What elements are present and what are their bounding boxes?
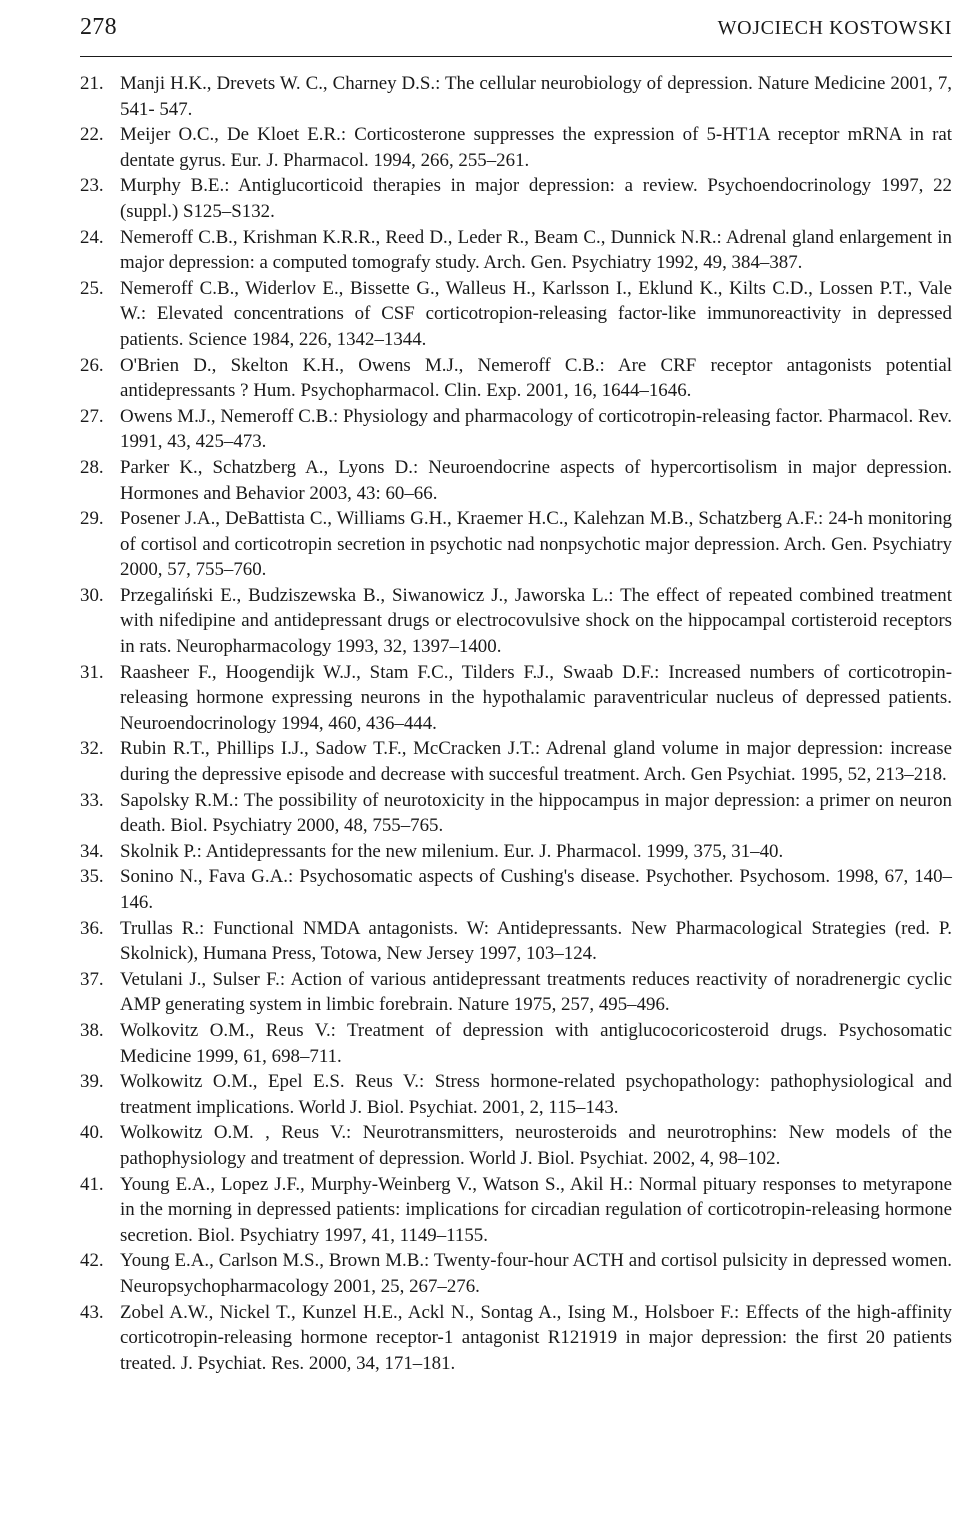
- reference-number: 36.: [80, 917, 104, 939]
- reference-number: 23.: [80, 175, 104, 197]
- reference-text: Trullas R.: Functional NMDA antagonists. W: Antidepressants. New Pharmacological Strategies (red. P. Skolnick), Humana Press, Totowa, New Jersey 1997, 103–124.: [120, 917, 952, 965]
- reference-item: [80, 864, 952, 915]
- header-rule: [80, 56, 952, 57]
- reference-text: Meijer O.C., De Kloet E.R.: Corticosterone suppresses the expression of 5-HT1A receptor mRNA in rat dentate gyrus. Eur. J. Pharmacol. 1994, 266, 255–261.: [120, 124, 952, 171]
- reference-text: Wolkowitz O.M. , Reus V.: Neurotransmitters, neurosteroids and neurotrophins: New models of the pathophysiology and treatment of depression. World J. Biol. Psychiat. 2002, 4, 98–102.: [120, 1122, 952, 1169]
- reference-item: [80, 506, 952, 583]
- reference-number: 35.: [80, 866, 104, 888]
- reference-number: 26.: [80, 354, 104, 376]
- reference-item: [80, 916, 952, 967]
- reference-text: Zobel A.W., Nickel T., Kunzel H.E., Ackl N., Sontag A., Ising M., Holsboer F.: Effects of the high-affinity corticotropin-releasing hormone receptor-1 antagonist R121919 in major depression: the first 20 patients treated. J. Psychiat. Res. 2000, 34, 171–181.: [120, 1301, 952, 1374]
- reference-text: Wolkovitz O.M., Reus V.: Treatment of depression with antiglucocoricosteroid drugs. Psychosomatic Medicine 1999, 61, 698–711.: [120, 1019, 952, 1067]
- reference-text: O'Brien D., Skelton K.H., Owens M.J., Nemeroff C.B.: Are CRF receptor antagonists potential antidepressants ? Hum. Psychopharmacol. Clin. Exp. 2001, 16, 1644–1646.: [120, 354, 952, 402]
- reference-number: 34.: [80, 840, 104, 862]
- reference-item: [80, 736, 952, 787]
- reference-number: 30.: [80, 584, 104, 606]
- reference-item: [80, 1172, 952, 1249]
- reference-item: [80, 1120, 952, 1171]
- reference-text: Nemeroff C.B., Krishman K.R.R., Reed D., Leder R., Beam C., Dunnick N.R.: Adrenal gland enlargement in major depression: a computed tomografy study. Arch. Gen. Psychiatry 1992, 49, 384–387.: [120, 226, 952, 274]
- reference-item: [80, 173, 952, 224]
- reference-item: [80, 1248, 952, 1299]
- reference-number: 31.: [80, 661, 104, 683]
- reference-text: Rubin R.T., Phillips I.J., Sadow T.F., McCracken J.T.: Adrenal gland volume in major depression: increase during the depressive episode and decrease with succesful treatment. Arch. Gen Psychiat. 1995, 52, 213–218.: [120, 738, 952, 786]
- reference-number: 21.: [80, 73, 104, 94]
- reference-item: [80, 967, 952, 1018]
- reference-item: [80, 276, 952, 353]
- reference-item: [80, 455, 952, 506]
- reference-text: Raasheer F., Hoogendijk W.J., Stam F.C., Tilders F.J., Swaab D.F.: Increased numbers of corticotropin-releasing hormone expressing neurons in the hypothalamic paraventricular nucleus of depressed patients. Neuroendocrinology 1994, 460, 436–444.: [120, 661, 952, 734]
- reference-number: 33.: [80, 789, 104, 811]
- reference-text: Vetulani J., Sulser F.: Action of various antidepressant treatments reduces reactivity of noradrenergic cyclic AMP generating system in limbic forebrain. Nature 1975, 257, 495–496.: [120, 968, 952, 1016]
- running-header: [80, 14, 952, 54]
- reference-number: 40.: [80, 1122, 104, 1144]
- reference-number: 38.: [80, 1019, 104, 1041]
- reference-item: [80, 660, 952, 737]
- reference-list: [80, 71, 952, 1376]
- reference-item: [80, 583, 952, 660]
- reference-text: Young E.A., Lopez J.F., Murphy-Weinberg V., Watson S., Akil H.: Normal pituary responses to metyrapone in the morning in depressed patients: implications for circadian regulation of corticotropin-releasing hormone secretion. Biol. Psychiatry 1997, 41, 1149–1155.: [120, 1173, 952, 1246]
- reference-number: 32.: [80, 738, 104, 760]
- reference-number: 29.: [80, 508, 104, 530]
- reference-number: 22.: [80, 124, 104, 146]
- reference-item: [80, 1069, 952, 1120]
- reference-number: 43.: [80, 1301, 104, 1323]
- reference-item: [80, 71, 952, 122]
- reference-text: Sapolsky R.M.: The possibility of neurotoxicity in the hippocampus in major depression: a primer on neuron death. Biol. Psychiatry 2000, 48, 755–765.: [120, 789, 952, 837]
- reference-item: [80, 788, 952, 839]
- reference-item: [80, 353, 952, 404]
- reference-text: Wolkowitz O.M., Epel E.S. Reus V.: Stress hormone-related psychopathology: pathophysiological and treatment implications. World J. Biol. Psychiat. 2001, 2, 115–143.: [120, 1071, 952, 1118]
- reference-number: 25.: [80, 277, 104, 299]
- reference-number: 39.: [80, 1071, 104, 1093]
- reference-text: Parker K., Schatzberg A., Lyons D.: Neuroendocrine aspects of hypercortisolism in major depression. Hormones and Behavior 2003, 43: 60–66.: [120, 456, 952, 504]
- reference-text: Sonino N., Fava G.A.: Psychosomatic aspects of Cushing's disease. Psychother. Psychosom. 1998, 67, 140–146.: [120, 866, 952, 913]
- reference-item: [80, 225, 952, 276]
- reference-number: 37.: [80, 968, 104, 990]
- reference-number: 27.: [80, 405, 104, 427]
- reference-text: Owens M.J., Nemeroff C.B.: Physiology and pharmacology of corticotropin-releasing factor. Pharmacol. Rev. 1991, 43, 425–473.: [120, 405, 952, 453]
- reference-number: 28.: [80, 456, 104, 478]
- reference-item: [80, 404, 952, 455]
- reference-text: Murphy B.E.: Antiglucorticoid therapies in major depression: a review. Psychoendocrinology 1997, 22 (suppl.) S125–S132.: [120, 175, 952, 222]
- reference-item: [80, 839, 952, 865]
- reference-text: Young E.A., Carlson M.S., Brown M.B.: Twenty-four-hour ACTH and cortisol pulsicity in depressed women. Neuropsychopharmacology 2001, 25, 267–276.: [120, 1250, 952, 1297]
- reference-text: Nemeroff C.B., Widerlov E., Bissette G., Walleus H., Karlsson I., Eklund K., Kilts C.D., Lossen P.T., Vale W.: Elevated concentrations of CSF corticotropion-releasing factor-like immunoreactivity in depressed patients. Science 1984, 226, 1342–1344.: [120, 277, 952, 350]
- reference-item: [80, 1300, 952, 1377]
- reference-number: 24.: [80, 226, 104, 248]
- reference-text: Posener J.A., DeBattista C., Williams G.H., Kraemer H.C., Kalehzan M.B., Schatzberg A.F.: 24-h monitoring of cortisol and corticotropin secretion in psychotic nad nonpsychotic major depression. Arch. Gen. Psychiatry 2000, 57, 755–760.: [120, 508, 952, 581]
- reference-item: [80, 122, 952, 173]
- reference-number: 42.: [80, 1250, 104, 1272]
- running-head-author: WOJCIECH KOSTOWSKI: [717, 17, 952, 39]
- page-number: 278: [80, 14, 117, 40]
- reference-item: [80, 1018, 952, 1069]
- reference-number: 41.: [80, 1173, 104, 1195]
- reference-text: Przegaliński E., Budziszewska B., Siwanowicz J., Jaworska L.: The effect of repeated combined treatment with nifedipine and antidepressant drugs or electrocovulsive shock on the hippocampal cortisteroid receptors in rats. Neuropharmacology 1993, 32, 1397–1400.: [120, 584, 952, 658]
- reference-text: Manji H.K., Drevets W. C., Charney D.S.: The cellular neurobiology of depression. Nature Medicine 2001, 7, 541- 547.: [120, 73, 952, 120]
- reference-text: Skolnik P.: Antidepressants for the new milenium. Eur. J. Pharmacol. 1999, 375, 31–40.: [120, 840, 784, 862]
